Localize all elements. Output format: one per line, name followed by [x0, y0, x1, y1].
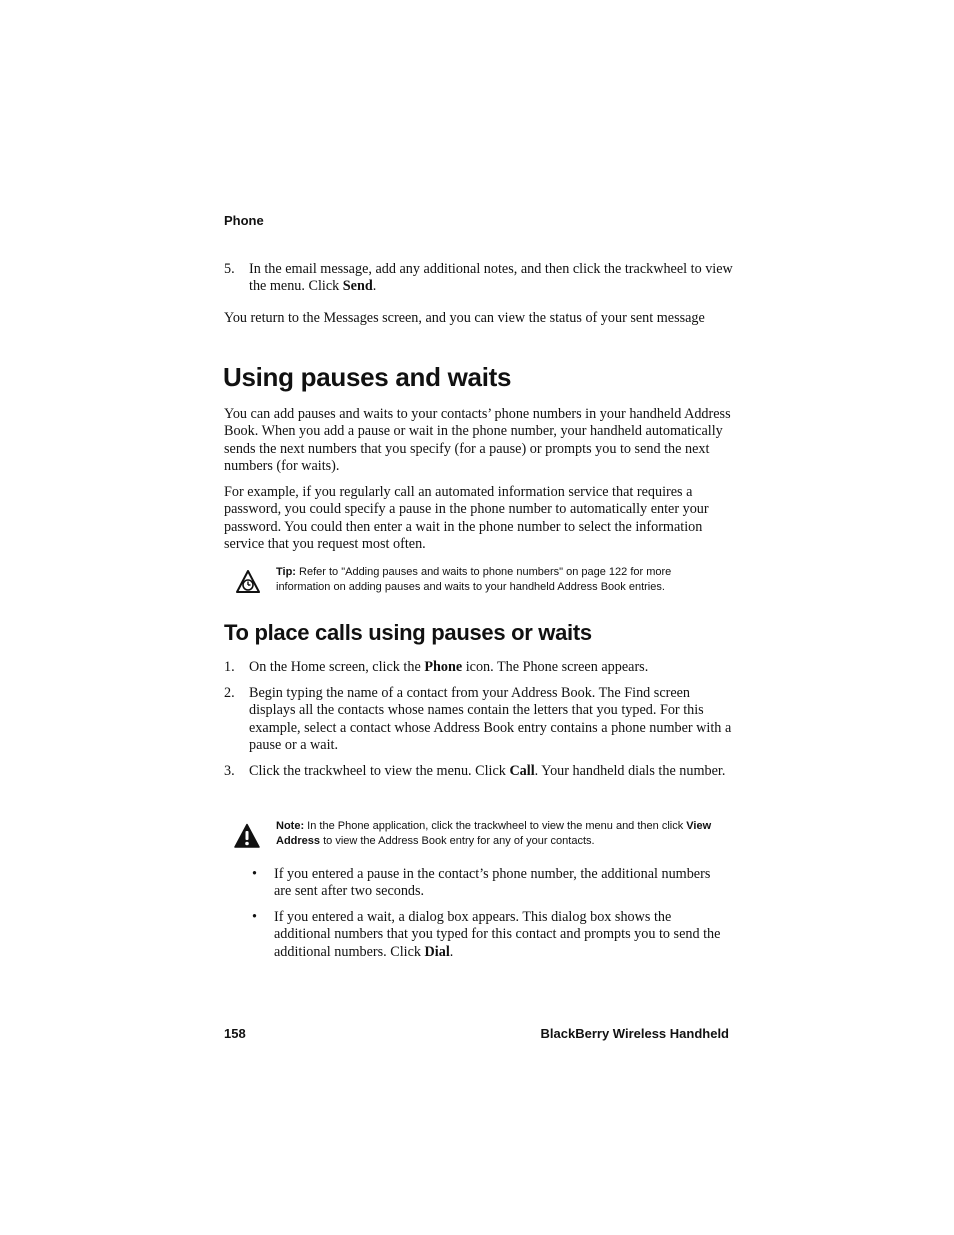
- step-text: In the email message, add any additional notes, and then click the trackwheel to view the menu. Click Send.: [249, 261, 733, 295]
- tip-callout: [276, 565, 726, 595]
- step-1: [224, 659, 734, 676]
- bullet-item-wait: [249, 909, 729, 961]
- procedure-heading: To place calls using pauses or waits: [224, 620, 592, 645]
- step-5: [224, 261, 734, 296]
- bullet-symbol: •: [252, 909, 257, 925]
- step-number: 1.: [224, 659, 235, 675]
- tip-text: Refer to "Adding pauses and waits to phone numbers" on page 122 for more information on adding pauses and waits to your handheld Address Book entries.: [276, 566, 672, 593]
- intro-paragraph: You can add pauses and waits to your contacts’ phone numbers in your handheld Address Book. When you add a pause or wait in the phone number, your handheld automatically sends the next numbers that you specify (for a pause) or prompts you to send the next numbers (for waits).: [224, 406, 731, 475]
- section-heading-pauses-waits: Using pauses and waits: [223, 362, 512, 392]
- example-paragraph: For example, if you regularly call an automated information service that requires a password, you could specify a pause in the phone number to automatically enter your password. You could then enter a wait in the phone number to select the information service that you request most often.: [224, 484, 709, 553]
- step-text: On the Home screen, click the Phone icon. The Phone screen appears.: [249, 659, 649, 675]
- view-address-label: View Address: [276, 820, 712, 847]
- step-2: [224, 685, 734, 755]
- running-header: Phone: [224, 213, 264, 228]
- clock-warning-icon: [235, 569, 261, 595]
- note-callout: Note: In the Phone application, click the trackwheel to view the menu and then click View Address to view the Address Book entry for any of your contacts.: [276, 820, 712, 847]
- step-number: 2.: [224, 685, 235, 701]
- bullet-item-pause: [249, 866, 729, 901]
- tip-label: Tip:: [276, 566, 296, 578]
- note-label: Note:: [276, 820, 305, 832]
- result-paragraph: You return to the Messages screen, and you can view the status of your sent message: [224, 310, 705, 326]
- bullet-symbol: •: [252, 866, 257, 882]
- bullet-text: If you entered a pause in the contact’s phone number, the additional numbers are sent after two seconds.: [274, 866, 711, 900]
- bullet-text: If you entered a wait, a dialog box appears. This dialog box shows the additional numbers that you typed for this contact and prompts you to send the additional numbers. Click Dial.: [274, 909, 721, 960]
- step-number: 5.: [224, 261, 235, 277]
- warning-icon: [234, 823, 260, 849]
- step-text: Begin typing the name of a contact from your Address Book. The Find screen displays all the contacts whose names contain the letters that you typed. For this example, select a contact whose Address Book entry contains a phone number with a pause or a wait.: [249, 685, 732, 754]
- step-number: 3.: [224, 763, 235, 779]
- step-text: Click the trackwheel to view the menu. Click Call. Your handheld dials the number.: [249, 763, 726, 779]
- page-number: 158: [224, 1026, 246, 1041]
- book-title: BlackBerry Wireless Handheld: [540, 1026, 729, 1041]
- step-3: [224, 763, 734, 780]
